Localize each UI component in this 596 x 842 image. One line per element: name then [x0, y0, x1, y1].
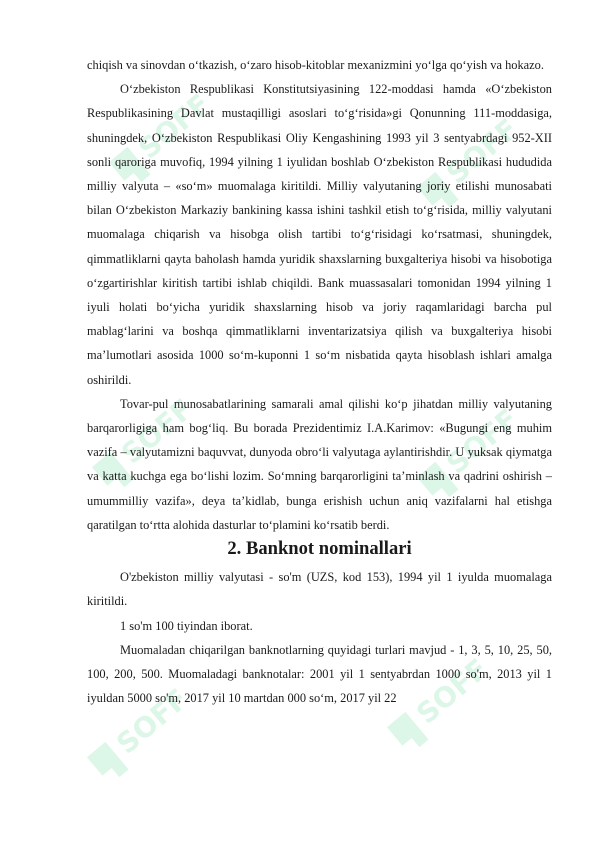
- paragraph-currency-stability: Tovar-pul munosabatlarining samarali amal qilishi ko‘p jihatdan milliy valyutaning barqarorligiga ham bog‘liq. Bu borada Prezidentimiz I.A.Karimov: «Bugungi eng muhim vazifa – valyutamizni baquvvat, dunyoda obro‘li valyutaga aylantirishdir. U yuksak qiymatga va katta kuchga ega bo‘lishi lozim. So‘mning barqarorligini ta’minlash va qadrini oshirish – umummilliy vazifa», deya ta’kidlab, bunga erishish uchun aniq vazifalarni hal etishga qaratilgan to‘rtta alohida dasturlar to‘plamini ko‘rsatib berdi.: [87, 396, 552, 532]
- watermark-text: SOFF: [410, 652, 495, 731]
- watermark-text: SOFF: [440, 112, 525, 191]
- paragraph-constitution: O‘zbekiston Respublikasi Konstitutsiyasining 122-moddasi hamda «O‘zbekiston Respublikasining Davlat mustaqilligi asoslari to‘g‘risida»gi Qonunning 111-moddasiga, shuningdek, O‘zbekiston Respublikasi Oliy Kengashining 1993 yil 3 sentyabrdagi 952-XII sonli qaroriga muvofiq, 1994 yilning 1 iyulidan boshlab O‘zbekiston Respublikasi hududida milliy valyuta – «so‘m» muomalaga kiritildi. Milliy valyutaning joriy etilishi munosabati bilan O‘zbekiston Markaziy bankining kassa ishini tashkil etish to‘g‘risida, milliy valyutani muomalaga chiqarish va hisobga olish tartibi to‘g‘risidagi ko‘rsatmasi, shuningdek, qimmatliklarni qayta baholash hamda yuridik shaxslarning buxgalteriya hisobi va hisobotiga o‘zgartirishlar kiritish tartibi ishlab chiqildi. Bank muassasalari tomonidan 1994 yilning 1 iyuli holati bo‘yicha yuridik shaxslarning hisob va joriy raqamlaridagi barcha pul mablag‘larini va boshqa qimmatliklarni inventarizatsiya qilish va buxgalteriya hisobi ma’lumotlari asosida 1000 so‘m-kuponni 1 so‘m nisbatida qayta hisoblash ishlari amalga oshirildi.: [87, 82, 552, 387]
- watermark-text: SOFF: [440, 402, 525, 481]
- document-page: [87, 53, 552, 710]
- watermark-text: SOFF: [132, 87, 217, 166]
- paragraph-continuation: chiqish va sinovdan o‘tkazish, o‘zaro hisob-kitoblar mexanizmini yo‘lga qo‘yish va hokazo.: [87, 58, 544, 72]
- paragraph-banknote-types: Muomaladan chiqarilgan banknotlarning quyidagi turlari mavjud - 1, 3, 5, 10, 25, 50, 100, 200, 500. Muomaladagi banknotalar: 2001 yil 1 sentyabrdan 1000 so'm, 2013 yil 1 iyuldan 5000 so'm, 2017 yil 10 martdan 000 so‘m, 2017 yil 22: [87, 642, 552, 706]
- section-heading: 2. Banknot nominallari: [227, 538, 412, 560]
- paragraph-tiyin: 1 so'm 100 tiyindan iborat.: [120, 618, 253, 633]
- paragraph-currency-intro: O'zbekiston milliy valyutasi - so'm (UZS, kod 153), 1994 yil 1 iyulda muomalaga kiritildi.: [87, 570, 552, 609]
- watermark-text: SOFF: [110, 682, 195, 761]
- watermark-text: SOFF: [115, 392, 200, 471]
